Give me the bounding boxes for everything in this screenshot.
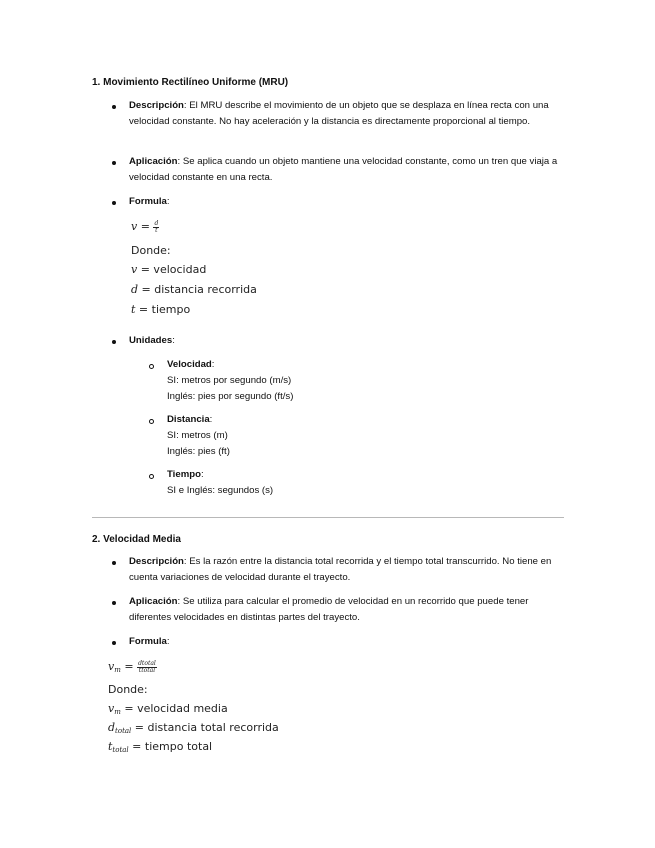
formula-1 [131,220,159,234]
formula-eq: = [140,220,150,233]
den-sub: total [141,666,156,674]
bullet-dot [112,561,116,565]
var-symbol: t [131,303,136,316]
sub-bullet [149,419,154,424]
var-desc: = velocidad [137,263,207,276]
den-sym: t [138,666,142,674]
num-sym: d [138,659,142,667]
formula-lhs: v [131,220,138,233]
bullet-dot [112,340,116,344]
var-symbol: v [108,702,115,715]
unit-colon: : [200,469,204,480]
var-desc: = tiempo [135,303,191,316]
sub-bullet [149,474,154,479]
desc-label: Descripción [129,556,184,567]
units-label [129,333,175,349]
formula-lhs-sub: m [114,666,121,674]
var-desc: = distancia recorrida [138,283,257,296]
var-vm [108,702,228,716]
var-symbol: d [108,721,116,734]
desc-text: : El MRU describe el movimiento de un objeto que se desplaza en línea recta con una velocidad constante. No hay aceleración y la distancia es directamente proporcional al tiempo. [129,100,549,127]
unit-label: Distancia [167,414,210,425]
app-text: : Se utiliza para calcular el promedio de velocidad en un recorrido que puede tener diferentes velocidades en distintas partes del trayecto. [129,596,529,623]
formula-label-1 [129,194,170,210]
var-desc: = distancia total recorrida [131,721,279,734]
donde-1: Donde: [131,244,171,257]
formula-numerator: d [154,219,159,227]
var-t [131,303,190,316]
unit-line: SI e Inglés: segundos (s) [167,485,274,496]
formula-denominator [137,668,157,674]
unit-colon: : [209,414,213,425]
bullet-dot [112,641,116,645]
app-label: Aplicación [129,596,178,607]
var-desc: = tiempo total [128,740,213,753]
var-sub: m [114,708,121,716]
formula-eq: = [124,660,134,673]
donde-2: Donde: [108,683,148,696]
section-1-title: 1. Movimiento Rectilíneo Uniforme (MRU) [92,77,289,88]
formula-label-text: Formula [129,636,167,647]
unit-label: Velocidad [167,359,212,370]
unit-line: SI: metros por segundo (m/s) [167,375,292,386]
formula-2 [108,660,157,674]
unit-label: Tiempo [167,469,201,480]
app-bullet-2 [129,594,559,626]
formula-fraction [153,221,159,234]
formula-denominator: t [155,226,158,234]
unit-distancia-label [167,412,212,428]
bullet-dot [112,161,116,165]
var-d [131,283,257,296]
app-label: Aplicación [129,156,178,167]
var-symbol: v [131,263,138,276]
unit-velocidad-label [167,357,214,373]
formula-colon: : [166,636,170,647]
app-bullet-1 [129,154,569,186]
var-sub: total [112,746,129,754]
formula-label-2 [129,634,170,650]
unit-line: Inglés: pies por segundo (ft/s) [167,391,294,402]
unit-colon: : [211,359,215,370]
formula-label-text: Formula [129,196,167,207]
units-label-text: Unidades [129,335,173,346]
var-v [131,263,206,276]
formula-colon: : [166,196,170,207]
num-sub: total [141,659,156,667]
desc-text: : Es la razón entre la distancia total recorrida y el tiempo total transcurrido. No tiene en cuenta variaciones de velocidad durante el trayecto. [129,556,552,583]
unit-tiempo-label [167,467,204,483]
units-colon: : [172,335,175,346]
sub-bullet [149,364,154,369]
var-symbol: d [131,283,139,296]
unit-line: SI: metros (m) [167,430,228,441]
app-text: : Se aplica cuando un objeto mantiene una velocidad constante, como un tren que viaja a velocidad constante en una recta. [129,156,558,183]
desc-label: Descripción [129,100,184,111]
var-sub: total [115,727,132,735]
unit-line: Inglés: pies (ft) [167,446,230,457]
bullet-dot [112,601,116,605]
bullet-dot [112,201,116,205]
section-2-title: 2. Velocidad Media [92,534,181,545]
var-symbol: t [108,740,113,753]
var-desc: = velocidad media [120,702,228,715]
section-divider [92,517,564,518]
bullet-dot [112,105,116,109]
var-ttotal [108,740,212,754]
formula-fraction [137,661,157,674]
formula-lhs: v [108,660,115,673]
var-dtotal [108,721,279,735]
desc-bullet-2 [129,554,559,586]
desc-bullet-1 [129,98,569,130]
